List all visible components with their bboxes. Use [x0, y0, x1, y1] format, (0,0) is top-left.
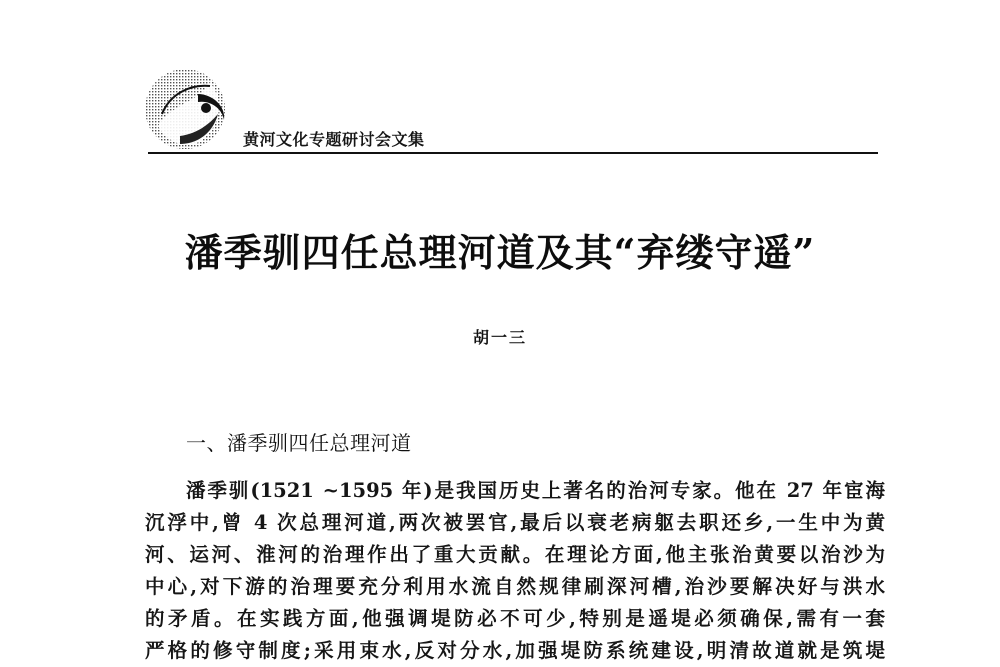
- article-title: 潘季驯四任总理河道及其“弃缕守遥”: [184, 230, 816, 275]
- section-heading: 一、潘季驯四任总理河道: [186, 431, 412, 455]
- body-line: 沉浮中,曾 4 次总理河道,两次被罢官,最后以衰老病躯去职还乡,一生中为黄: [145, 511, 885, 534]
- swirl-logo-icon: [140, 64, 236, 154]
- article-body: [145, 475, 885, 667]
- body-line: 的矛盾。在实践方面,他强调堤防必不可少,特别是遥堤必须确保,需有一套: [145, 607, 885, 630]
- author-name: 胡一三: [472, 328, 527, 347]
- header-rule: [148, 152, 878, 154]
- body-line: 潘季驯(1521 ~1595 年)是我国历史上著名的治河专家。他在 27 年宦海: [186, 479, 885, 502]
- body-line: 严格的修守制度;采用束水,反对分水,加强堤防系统建设,明清故道就是筑堤: [145, 639, 885, 662]
- series-title: 黄河文化专题研讨会文集: [243, 130, 425, 149]
- body-line: 河、运河、淮河的治理作出了重大贡献。在理论方面,他主张治黄要以治沙为: [145, 543, 885, 566]
- body-line: 中心,对下游的治理要充分利用水流自然规律刷深河槽,治沙要解决好与洪水: [145, 575, 885, 598]
